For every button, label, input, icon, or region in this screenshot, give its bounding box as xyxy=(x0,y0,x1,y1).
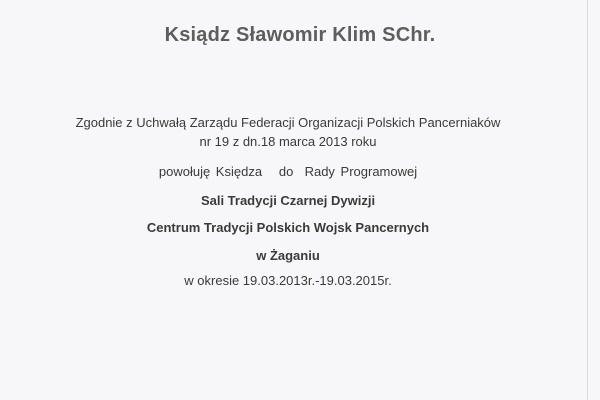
resolution-number-line: nr 19 z dn.18 marca 2013 roku xyxy=(199,134,377,149)
hall-name-line: Sali Tradycji Czarnej Dywizji xyxy=(200,193,376,208)
location-line: w Żaganiu xyxy=(256,248,320,263)
center-name-line: Centrum Tradycji Polskich Wojsk Pancernych xyxy=(146,220,430,235)
page-edge xyxy=(587,0,588,400)
period-line: w okresie 19.03.2013r.-19.03.2015r. xyxy=(184,273,392,288)
resolution-line: Zgodnie z Uchwałą Zarządu Federacji Organizacji Polskich Pancerniaków xyxy=(75,115,501,130)
document-title: Ksiądz Sławomir Klim SChr. xyxy=(164,24,436,46)
appointment-line: powołuję Księdza do Rady Programowej xyxy=(158,164,418,179)
